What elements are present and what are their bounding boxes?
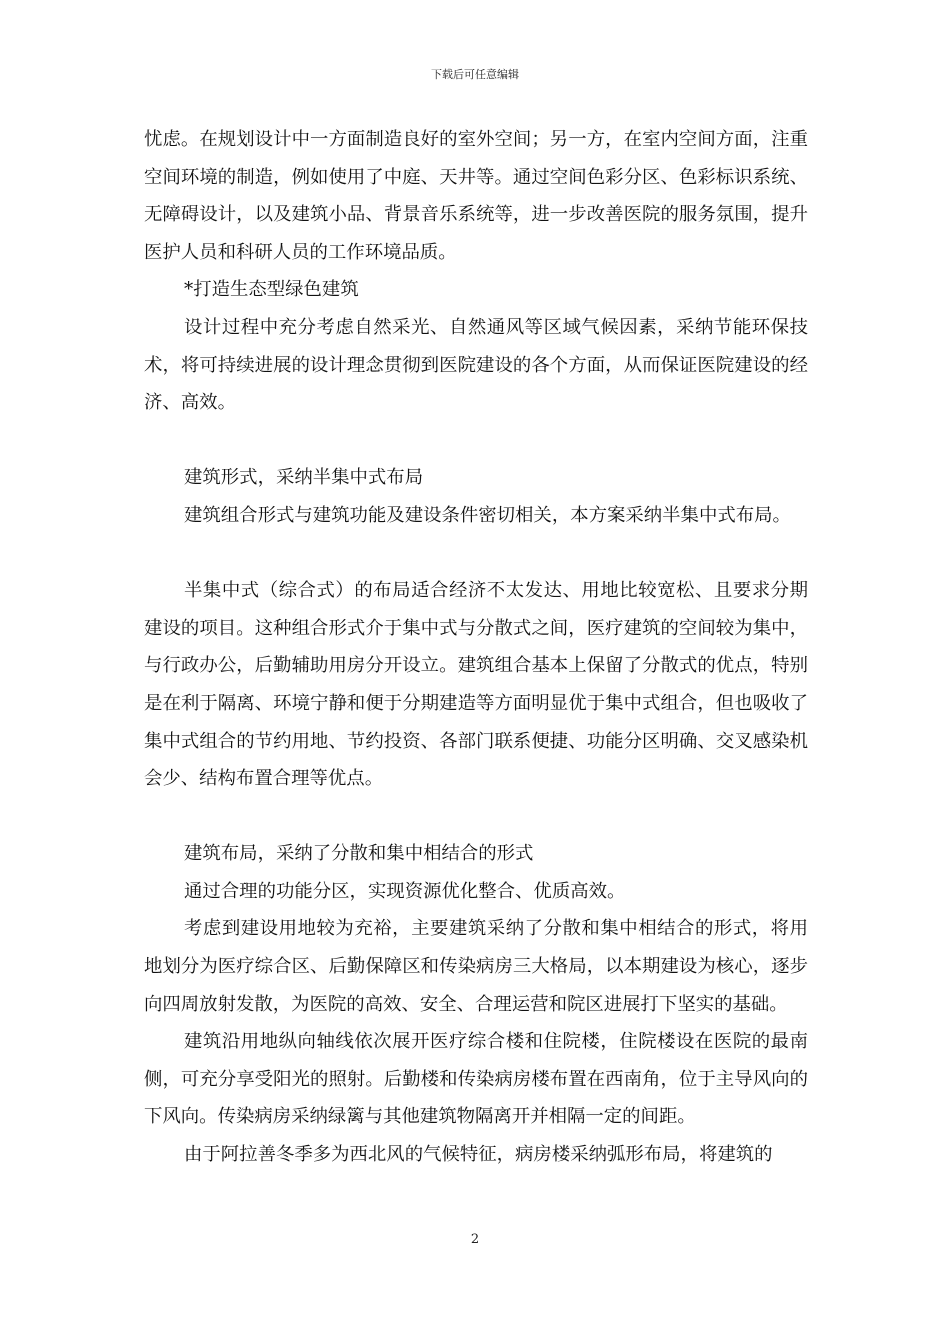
paragraph-axis-layout: 建筑沿用地纵向轴线依次展开医疗综合楼和住院楼，住院楼设在医院的最南侧，可充分享受阳光的照射。后勤楼和传染病房楼布置在西南角，位于主导风向的下风向。传染病房采纳绿篱与其他建筑物隔离开并相隔一定的间距。 (144, 1031, 808, 1128)
section-heading-green-building: *打造生态型绿色建筑 (184, 279, 359, 301)
paragraph-climate: 由于阿拉善冬季多为西北风的气候特征，病房楼采纳弧形布局，将建筑的 (184, 1144, 773, 1166)
section-heading-building-form: 建筑形式，采纳半集中式布局 (184, 467, 424, 489)
paragraph-site-planning: 考虑到建设用地较为充裕，主要建筑采纳了分散和集中相结合的形式，将用地划分为医疗综合区、后勤保障区和传染病房三大格局，以本期建设为核心，逐步向四周放射发散，为医院的高效、安全、合理运营和院区进展打下坚实的基础。 (144, 918, 808, 1015)
document-body (144, 121, 808, 1174)
page-header: 下载后可任意编辑 (431, 68, 519, 81)
blank-line (144, 535, 808, 573)
page-number: 2 (470, 1232, 480, 1247)
paragraph-building-form: 建筑组合形式与建筑功能及建设条件密切相关，本方案采纳半集中式布局。 (184, 504, 791, 526)
blank-line (144, 798, 808, 836)
blank-line (144, 422, 808, 460)
paragraph-functional-zoning: 通过合理的功能分区，实现资源优化整合、优质高效。 (184, 880, 626, 902)
paragraph-semi-centralized: 半集中式（综合式）的布局适合经济不太发达、用地比较宽松、且要求分期建设的项目。这种组合形式介于集中式与分散式之间，医疗建筑的空间较为集中，与行政办公，后勤辅助用房分开设立。建筑组合基本上保留了分散式的优点，特别是在利于隔离、环境宁静和便于分期建造等方面明显优于集中式组合，但也吸收了集中式组合的节约用地、节约投资、各部门联系便捷、功能分区明确、交叉感染机会少、结构布置合理等优点。 (144, 580, 808, 790)
paragraph-green-building: 设计过程中充分考虑自然采光、自然通风等区域气候因素，采纳节能环保技术，将可持续进展的设计理念贯彻到医院建设的各个方面，从而保证医院建设的经济、高效。 (144, 316, 808, 414)
section-heading-building-layout: 建筑布局，采纳了分散和集中相结合的形式 (184, 843, 534, 865)
paragraph-continued: 忧虑。在规划设计中一方面制造良好的室外空间；另一方，在室内空间方面，注重空间环境的制造，例如使用了中庭、天井等。通过空间色彩分区、色彩标识系统、无障碍设计，以及建筑小品、背景音乐系统等，进一步改善医院的服务氛围，提升医护人员和科研人员的工作环境品质。 (144, 129, 808, 263)
